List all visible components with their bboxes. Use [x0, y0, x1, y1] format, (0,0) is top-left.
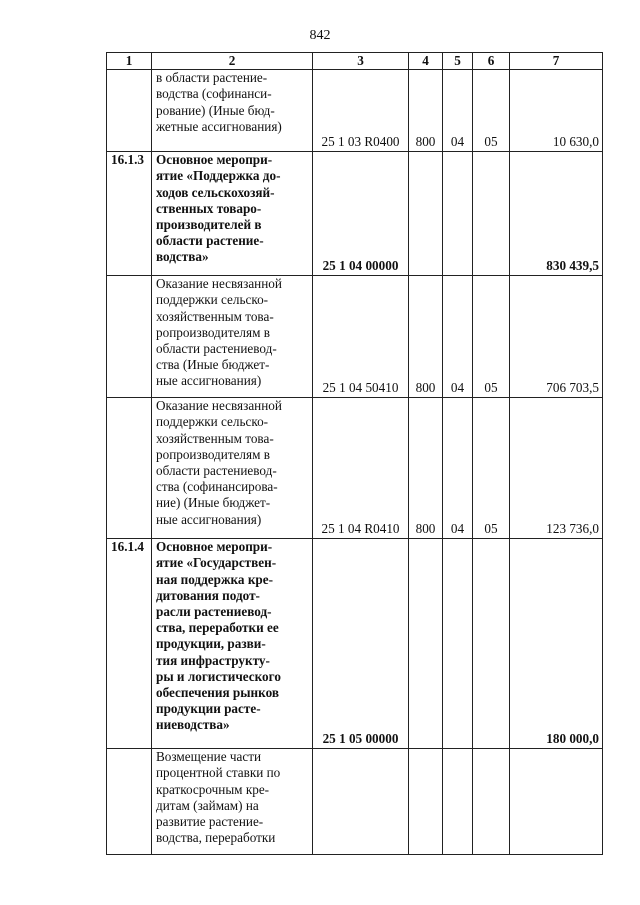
item-description: в области растение- водства (софинанси- рование) (Иные бюд- жетные ассигнования) — [152, 70, 313, 152]
amount: 10 630,0 — [510, 70, 603, 152]
budget-code: 25 1 04 00000 — [313, 152, 409, 276]
budget-code: 25 1 03 R0400 — [313, 70, 409, 152]
section-code — [443, 152, 473, 276]
item-description: Оказание несвязанной поддержки сельско- хозяйственным това- ропроизводителям в области растениевод- ства (Иные бюджет- ные ассигнования) — [152, 276, 313, 398]
expense-type — [409, 152, 443, 276]
column-header: 7 — [510, 53, 603, 70]
budget-code: 25 1 04 R0410 — [313, 398, 409, 539]
amount — [510, 749, 603, 855]
item-number: 16.1.4 — [107, 539, 152, 749]
section-code: 04 — [443, 398, 473, 539]
budget-table — [106, 52, 603, 855]
subsection-code — [473, 152, 510, 276]
expense-type: 800 — [409, 398, 443, 539]
subsection-code — [473, 749, 510, 855]
amount: 180 000,0 — [510, 539, 603, 749]
section-code: 04 — [443, 70, 473, 152]
section-code — [443, 749, 473, 855]
expense-type — [409, 539, 443, 749]
expense-type — [409, 749, 443, 855]
expense-type: 800 — [409, 70, 443, 152]
item-number — [107, 276, 152, 398]
section-code: 04 — [443, 276, 473, 398]
page-number: 842 — [309, 28, 331, 43]
column-header: 2 — [152, 53, 313, 70]
item-description: Оказание несвязанной поддержки сельско- хозяйственным това- ропроизводителям в области растениевод- ства (софинансирова- ние) (Иные бюджет- ные ассигнования) — [152, 398, 313, 539]
column-header: 6 — [473, 53, 510, 70]
amount: 830 439,5 — [510, 152, 603, 276]
subsection-code — [473, 539, 510, 749]
budget-code — [313, 749, 409, 855]
item-number — [107, 398, 152, 539]
subsection-code: 05 — [473, 70, 510, 152]
item-description: Возмещение части процентной ставки по краткосрочным кре- дитам (займам) на развитие растение- водства, переработки — [152, 749, 313, 855]
section-code — [443, 539, 473, 749]
table-row — [107, 398, 603, 539]
item-description: Основное меропри- ятие «Государствен- ная поддержка кре- дитования подот- расли растениевод- ства, переработки ее продукции, разви- тия инфраструкту- ры и логистического обеспечения рынков продукции расте- ниеводства» — [152, 539, 313, 749]
table-row — [107, 539, 603, 749]
amount: 706 703,5 — [510, 276, 603, 398]
amount: 123 736,0 — [510, 398, 603, 539]
item-number: 16.1.3 — [107, 152, 152, 276]
table-header-row — [107, 53, 603, 70]
item-number — [107, 749, 152, 855]
table-row — [107, 276, 603, 398]
budget-code: 25 1 05 00000 — [313, 539, 409, 749]
expense-type: 800 — [409, 276, 443, 398]
table-row — [107, 749, 603, 855]
column-header: 3 — [313, 53, 409, 70]
column-header: 1 — [107, 53, 152, 70]
item-description: Основное меропри- ятие «Поддержка до- ходов сельскохозяй- ственных товаро- производителей в области растение- водства» — [152, 152, 313, 276]
column-header: 5 — [443, 53, 473, 70]
item-number — [107, 70, 152, 152]
budget-code: 25 1 04 50410 — [313, 276, 409, 398]
column-header: 4 — [409, 53, 443, 70]
subsection-code: 05 — [473, 398, 510, 539]
subsection-code: 05 — [473, 276, 510, 398]
table-row — [107, 70, 603, 152]
table-row — [107, 152, 603, 276]
